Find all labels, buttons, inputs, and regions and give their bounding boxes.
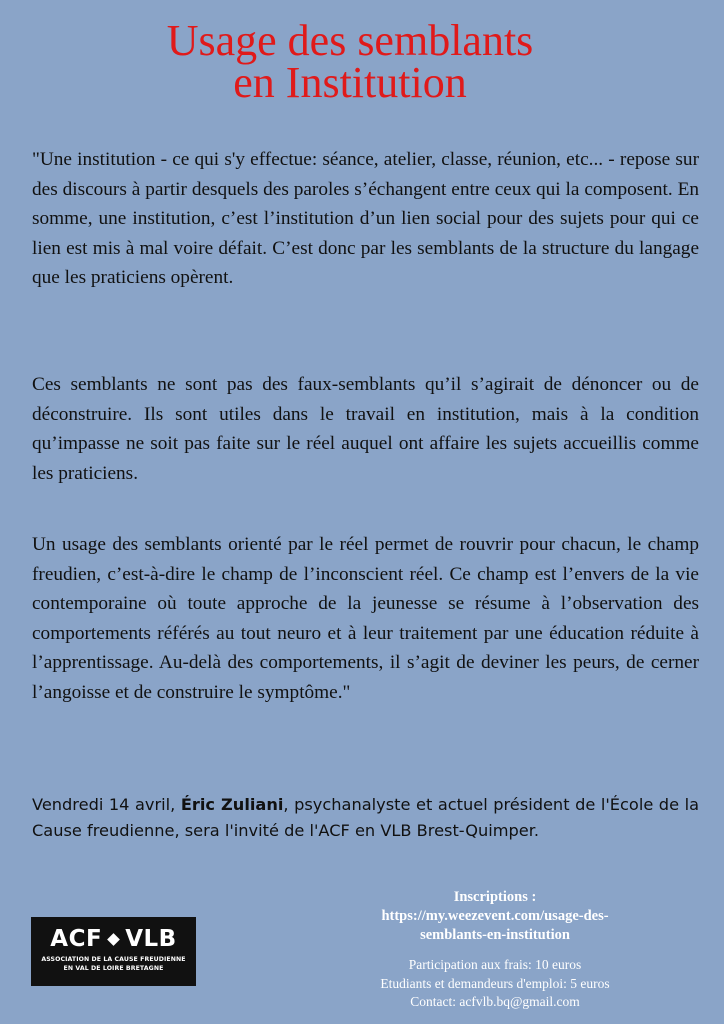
fee-reduced: Etudiants et demandeurs d'emploi: 5 euros: [380, 975, 610, 991]
event-announcement: [32, 792, 699, 844]
logo-wordmark: [31, 926, 196, 952]
quote-paragraph-2: Ces semblants ne sont pas des faux-semblants qu’il s’agirait de dénoncer ou de déconstruire. Ils sont utiles dans le travail en institution, mais à la condition qu’impasse ne soit pas faite sur le réel auquel ont affaire les sujets accueillis comme les praticiens.: [32, 374, 699, 484]
event-details: , psychanalyste et actuel président de l'École de la Cause freudienne, sera l'invité de l'ACF en VLB Brest-Quimper.: [32, 795, 699, 840]
fee-standard: Participation aux frais: 10 euros: [408, 957, 582, 972]
logo-subtitle: [31, 956, 196, 973]
title-line-2: en Institution: [233, 58, 467, 107]
logo-vlb: VLB: [125, 926, 177, 952]
registration-heading: Inscriptions :: [453, 889, 537, 905]
diamond-icon: [107, 933, 120, 946]
registration-link[interactable]: [325, 907, 665, 945]
quote-paragraph-1: "Une institution - ce qui s'y effectue: séance, atelier, classe, réunion, etc... - repose sur des discours à partir desquels des paroles s’échangent entre ceux qui la composent. En somme, une institution, c’est l’institution d’un lien social pour des sujets pour qui ce lien est mis à mal voire défait. C’est donc par les semblants de la structure du langage que les praticiens opèrent.: [32, 149, 699, 288]
registration-url-line-1[interactable]: https://my.weezevent.com/usage-des-: [381, 908, 609, 924]
title-line-1: Usage des semblants: [166, 16, 534, 65]
logo-acf: ACF: [50, 926, 103, 952]
registration-url-line-2[interactable]: semblants-en-institution: [420, 927, 570, 943]
speaker-name: Éric Zuliani: [180, 795, 284, 814]
logo-subtitle-line-2: EN VAL DE LOIRE BRETAGNE: [63, 964, 164, 972]
acf-vlb-logo: [31, 917, 196, 986]
quote-paragraph-3: Un usage des semblants orienté par le réel permet de rouvrir pour chacun, le champ freudien, c’est-à-dire le champ de l’inconscient réel. Ce champ est l’envers de la vie contemporaine où toute approche de la jeunesse se résume à l’observation des comportements référés au tout neuro et à leur traitement par une éducation réduite à l’apprentissage. Au-delà des comportements, il s’agit de deviner les peurs, de cerner l’angoisse et de construire le symptôme.": [32, 534, 699, 703]
contact-email[interactable]: Contact: acfvlb.bq@gmail.com: [410, 994, 580, 1009]
event-date-prefix: Vendredi 14 avril,: [32, 795, 181, 814]
registration-info: [325, 888, 665, 1012]
fees-info: [325, 956, 665, 1012]
page-title: [0, 16, 700, 107]
logo-subtitle-line-1: ASSOCIATION DE LA CAUSE FREUDIENNE: [41, 956, 186, 963]
